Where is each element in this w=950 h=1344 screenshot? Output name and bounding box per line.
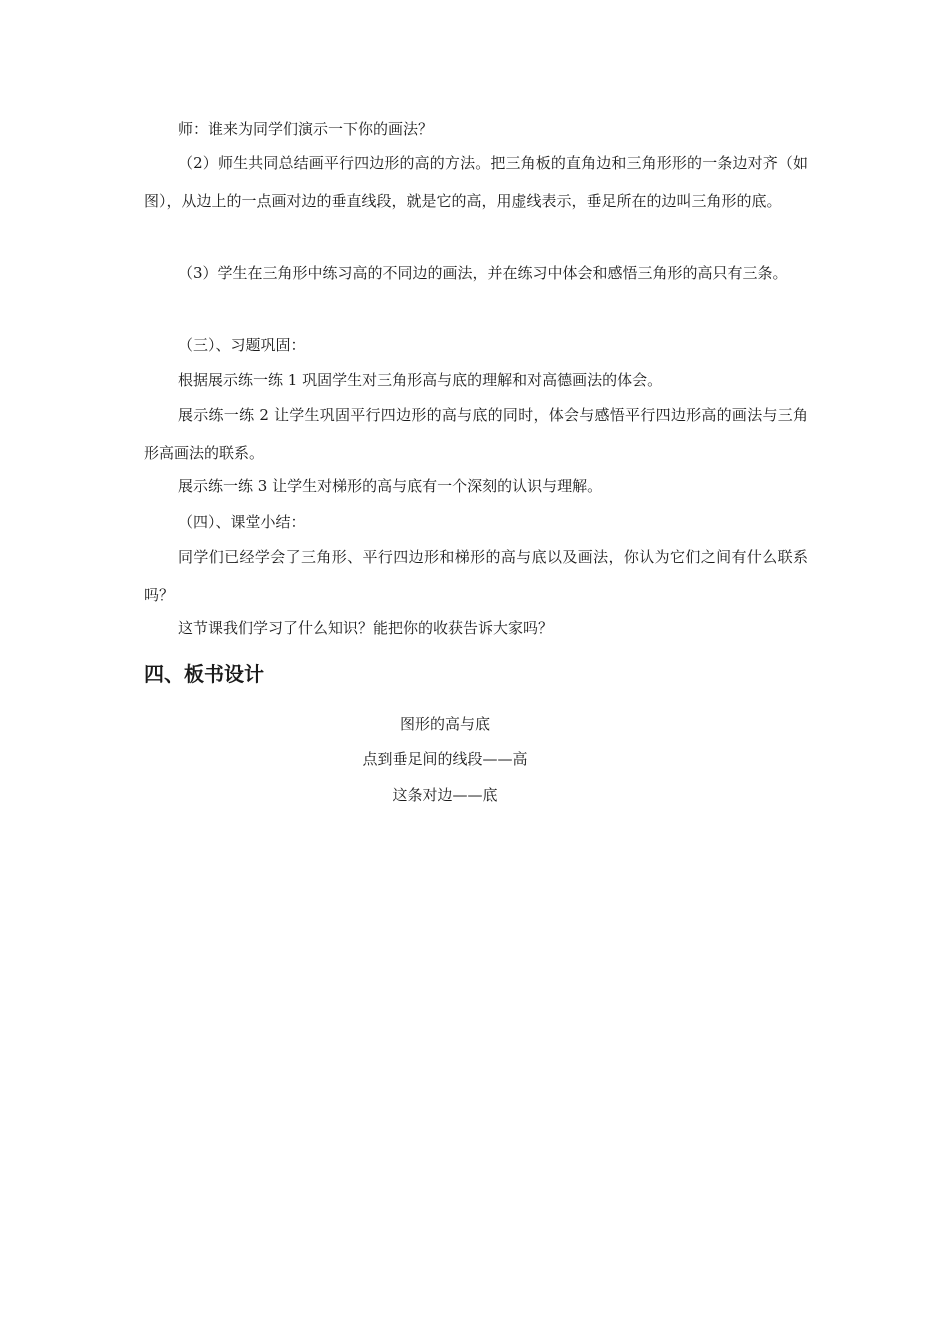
paragraph-summary-question: 同学们已经学会了三角形、平行四边形和梯形的高与底以及画法，你认为它们之间有什么联系吗？: [144, 548, 808, 604]
paragraph-exercise-2: 展示练一练 2 让学生巩固平行四边形的高与底的同时，体会与感悟平行四边形高的画法与三角形高画法的联系。: [144, 406, 808, 462]
board-title: 图形的高与底: [399, 715, 490, 733]
section-heading: 四、板书设计: [144, 662, 264, 686]
paragraph-summary-method: （2）师生共同总结画平行四边形的高的方法。把三角板的直角边和三角形形的一条边对齐（如图），从边上的一点画对边的垂直线段，就是它的高，用虚线表示，垂足所在的边叫三角形的底。: [144, 154, 808, 210]
paragraph-exercise-1: 根据展示练一练 1 巩固学生对三角形高与底的理解和对高德画法的体会。: [178, 371, 663, 389]
board-line-height: 点到垂足间的线段——高: [362, 750, 528, 768]
paragraph-teacher-question: 师：谁来为同学们演示一下你的画法？: [178, 120, 434, 138]
subheading-exercise: （三）、习题巩固：: [178, 336, 306, 354]
paragraph-exercise-3: 展示练一练 3 让学生对梯形的高与底有一个深刻的认识与理解。: [178, 477, 603, 495]
subheading-summary: （四）、课堂小结：: [178, 513, 306, 531]
paragraph-student-practice: （3）学生在三角形中练习高的不同边的画法，并在练习中体会和感悟三角形的高只有三条。: [178, 264, 788, 282]
paragraph-closing-question: 这节课我们学习了什么知识？能把你的收获告诉大家吗？: [178, 619, 554, 637]
board-line-base: 这条对边——底: [392, 786, 498, 804]
